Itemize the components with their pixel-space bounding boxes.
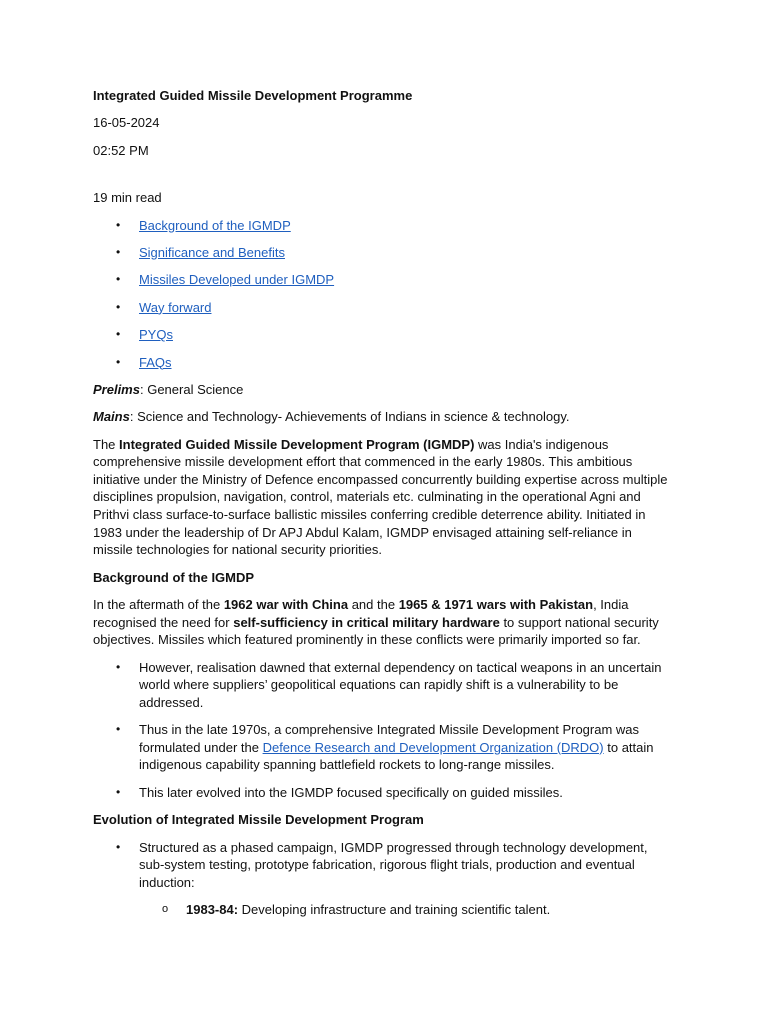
bullet-icon: •	[116, 299, 121, 314]
bullet-icon: •	[116, 272, 121, 287]
intro-paragraph	[93, 436, 675, 559]
list-item	[93, 839, 675, 892]
toc-link-missiles[interactable]: Missiles Developed under IGMDP	[139, 272, 335, 288]
toc-link-way-forward[interactable]: Way forward	[139, 299, 212, 315]
text-run: , India recognised the need for	[93, 597, 629, 630]
toc-link-faqs[interactable]: FAQs	[139, 354, 172, 370]
mains-label: Mains	[93, 409, 130, 425]
list-item-text: This later evolved into the IGMDP focused specifically on guided missiles.	[139, 784, 563, 800]
text-run-bold: 1965 & 1971 wars with Pakistan	[398, 597, 594, 613]
text-run: and the	[348, 597, 399, 613]
list-item	[93, 721, 675, 774]
bullet-icon: •	[116, 784, 121, 799]
bullet-icon: •	[116, 839, 121, 854]
prelims-text: : General Science	[139, 381, 244, 397]
list-item-text: Thus in the late 1970s, a comprehensive Integrated Missile Development Program was formulated under the	[139, 722, 640, 755]
mains-text: : Science and Technology- Achievements of Indians in science & technology.	[129, 409, 570, 425]
bullet-icon: •	[116, 244, 121, 259]
section-heading-evolution: Evolution of Integrated Missile Development Program	[93, 812, 424, 828]
prelims-line	[93, 381, 675, 399]
sub-item-label: 1983-84:	[186, 902, 239, 918]
publish-time: 02:52 PM	[93, 142, 149, 158]
text-run: In the aftermath of the	[93, 597, 224, 613]
read-time: 19 min read	[93, 190, 162, 206]
section-heading-background: Background of the IGMDP	[93, 569, 255, 585]
toc-item	[93, 244, 675, 262]
bullet-icon: •	[116, 217, 121, 232]
sub-item-text: Developing infrastructure and training scientific talent.	[238, 902, 551, 918]
evolution-sub-bullets	[93, 901, 768, 919]
list-item	[93, 784, 675, 802]
text-run: The	[93, 436, 120, 452]
table-of-contents	[93, 217, 768, 372]
list-item	[93, 659, 675, 712]
toc-link-background[interactable]: Background of the IGMDP	[139, 217, 291, 233]
toc-item	[93, 354, 675, 372]
list-item-text: to attain indigenous capability spanning battlefield rockets to long-range missiles.	[139, 739, 654, 773]
toc-item	[93, 326, 675, 344]
circle-bullet-icon: o	[162, 903, 169, 916]
toc-item	[93, 217, 675, 235]
toc-link-significance[interactable]: Significance and Benefits	[139, 244, 285, 260]
mains-line	[93, 408, 675, 426]
bullet-icon: •	[116, 327, 121, 342]
list-item-text: However, realisation dawned that external dependency on tactical weapons in an uncertain world where suppliers’ geopolitical equations can rapidly shift is a vulnerability to be addressed.	[139, 659, 662, 710]
text-run-bold: self-sufficiency in critical military hardware	[233, 614, 500, 630]
spacer	[93, 169, 768, 189]
evolution-bullets	[93, 839, 768, 892]
background-bullets	[93, 659, 768, 802]
background-paragraph	[93, 596, 675, 649]
toc-item	[93, 271, 675, 289]
toc-item	[93, 299, 675, 317]
text-run: was India's indigenous comprehensive missile development effort that commenced in the early 1980s. This ambitious initiative under the Ministry of Defence encompassed concurrently building expertise across multiple disciplines propulsion, navigation, control, materials etc. culminating in the operational Agni and Prithvi class surface-to-surface ballistic missiles conferring credible deterrence ability. Initiated in 1983 under the leadership of Dr APJ Abdul Kalam, IGMDP envisaged attaining self-reliance in missile technologies for national security priorities.	[93, 436, 668, 558]
publish-date: 16-05-2024	[93, 115, 160, 131]
text-run: to support national security objectives. Missiles which featured prominently in these conflicts were primarily imported so far.	[93, 614, 659, 648]
list-item-text: Structured as a phased campaign, IGMDP progressed through technology development, sub-system testing, prototype fabrication, rigorous flight trials, production and eventual induction:	[139, 839, 648, 890]
text-run-bold: 1962 war with China	[223, 597, 349, 613]
sub-list-item	[93, 901, 675, 919]
drdo-link[interactable]: Defence Research and Development Organization (DRDO)	[262, 739, 604, 755]
toc-link-pyqs[interactable]: PYQs	[139, 327, 173, 343]
bullet-icon: •	[116, 722, 121, 737]
bullet-icon: •	[116, 354, 121, 369]
text-run-bold: Integrated Guided Missile Development Program (IGMDP)	[119, 436, 475, 452]
prelims-label: Prelims	[93, 381, 140, 397]
bullet-icon: •	[116, 659, 121, 674]
document-title: Integrated Guided Missile Development Programme	[93, 88, 413, 103]
